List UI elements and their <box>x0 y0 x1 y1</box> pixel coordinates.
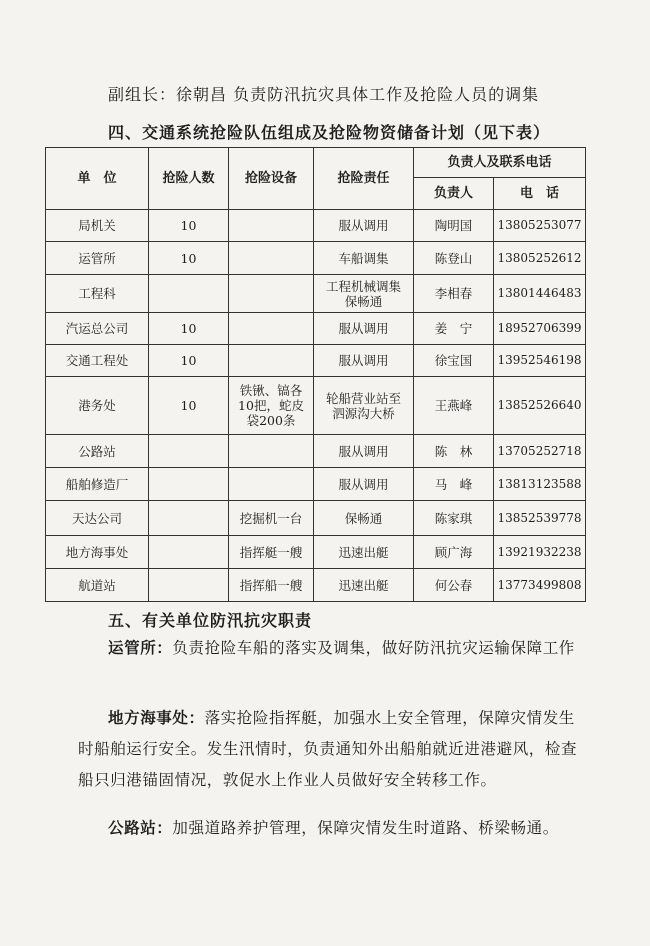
table-row <box>46 569 586 602</box>
paragraph-label: 地方海事处： <box>108 708 205 727</box>
cell-duty: 轮船营业站至泗源沟大桥 <box>314 377 414 435</box>
cell-duty: 迅速出艇 <box>314 536 414 569</box>
table-row <box>46 435 586 468</box>
cell-unit: 运管所 <box>46 242 149 275</box>
cell-equipment: 铁锹、镐各10把，蛇皮袋200条 <box>229 377 314 435</box>
cell-people <box>149 275 229 313</box>
cell-people: 10 <box>149 313 229 345</box>
cell-person: 马 峰 <box>414 468 494 501</box>
cell-phone: 18952706399 <box>494 313 586 345</box>
cell-duty: 工程机械调集保畅通 <box>314 275 414 313</box>
table-row <box>46 275 586 313</box>
cell-person: 姜 宁 <box>414 313 494 345</box>
paragraph-label: 运管所： <box>108 638 173 657</box>
cell-equipment <box>229 345 314 377</box>
cell-unit: 港务处 <box>46 377 149 435</box>
table-row <box>46 501 586 536</box>
header-people: 抢险人数 <box>149 148 229 210</box>
table-row <box>46 345 586 377</box>
cell-unit: 局机关 <box>46 210 149 242</box>
table-row <box>46 242 586 275</box>
cell-people: 10 <box>149 377 229 435</box>
table-row <box>46 313 586 345</box>
paragraph-text: 加强道路养护管理，保障灾情发生时道路、桥梁畅通。 <box>172 819 559 837</box>
header-person: 负责人 <box>414 178 494 210</box>
cell-person: 王燕峰 <box>414 377 494 435</box>
cell-unit: 交通工程处 <box>46 345 149 377</box>
cell-people: 10 <box>149 210 229 242</box>
cell-phone: 13805252612 <box>494 242 586 275</box>
table-row <box>46 468 586 501</box>
header-equipment: 抢险设备 <box>229 148 314 210</box>
cell-unit: 地方海事处 <box>46 536 149 569</box>
cell-person: 李相春 <box>414 275 494 313</box>
cell-person: 何公春 <box>414 569 494 602</box>
paragraph-label: 公路站： <box>108 818 173 837</box>
cell-people: 10 <box>149 345 229 377</box>
cell-person: 陈 林 <box>414 435 494 468</box>
table-row <box>46 536 586 569</box>
cell-person: 顾广海 <box>414 536 494 569</box>
cell-duty: 服从调用 <box>314 435 414 468</box>
cell-person: 陶明国 <box>414 210 494 242</box>
paragraph-text: 负责抢险车船的落实及调集，做好防汛抗灾运输保障工作 <box>172 639 575 657</box>
duty-paragraph <box>78 702 583 796</box>
cell-equipment: 指挥船一艘 <box>229 569 314 602</box>
cell-unit: 天达公司 <box>46 501 149 536</box>
header-unit: 单 位 <box>46 148 149 210</box>
deputy-leader-line: 副组长：徐朝昌 负责防汛抗灾具体工作及抢险人员的调集 <box>108 85 540 104</box>
cell-duty: 服从调用 <box>314 345 414 377</box>
cell-person: 徐宝国 <box>414 345 494 377</box>
cell-equipment: 指挥艇一艘 <box>229 536 314 569</box>
cell-equipment <box>229 242 314 275</box>
rescue-plan-table <box>45 147 586 602</box>
cell-equipment <box>229 275 314 313</box>
cell-phone: 13952546198 <box>494 345 586 377</box>
cell-unit: 工程科 <box>46 275 149 313</box>
cell-phone: 13852539778 <box>494 501 586 536</box>
cell-duty: 服从调用 <box>314 468 414 501</box>
cell-people <box>149 501 229 536</box>
duty-paragraph <box>78 812 583 844</box>
cell-equipment <box>229 435 314 468</box>
cell-unit: 公路站 <box>46 435 149 468</box>
cell-phone: 13813123588 <box>494 468 586 501</box>
header-phone: 电 话 <box>494 178 586 210</box>
header-duty: 抢险责任 <box>314 148 414 210</box>
cell-people <box>149 435 229 468</box>
cell-duty: 服从调用 <box>314 210 414 242</box>
section4-title: 四、交通系统抢险队伍组成及抢险物资储备计划（见下表） <box>108 123 551 142</box>
cell-person: 陈家琪 <box>414 501 494 536</box>
cell-equipment <box>229 313 314 345</box>
cell-phone: 13801446483 <box>494 275 586 313</box>
cell-duty: 迅速出艇 <box>314 569 414 602</box>
cell-phone: 13852526640 <box>494 377 586 435</box>
cell-phone: 13805253077 <box>494 210 586 242</box>
duty-paragraph <box>78 632 583 664</box>
cell-unit: 汽运总公司 <box>46 313 149 345</box>
table-row <box>46 210 586 242</box>
cell-people <box>149 569 229 602</box>
cell-duty: 保畅通 <box>314 501 414 536</box>
cell-duty: 服从调用 <box>314 313 414 345</box>
cell-equipment: 挖掘机一台 <box>229 501 314 536</box>
cell-phone: 13773499808 <box>494 569 586 602</box>
cell-phone: 13921932238 <box>494 536 586 569</box>
cell-unit: 航道站 <box>46 569 149 602</box>
cell-phone: 13705252718 <box>494 435 586 468</box>
table-row <box>46 377 586 435</box>
paragraph-text: 落实抢险指挥艇，加强水上安全管理，保障灾情发生时船舶运行安全。发生汛情时，负责通知外出船舶就近进港避风，检查船只归港锚固情况，敦促水上作业人员做好安全转移工作。 <box>78 709 578 789</box>
cell-duty: 车船调集 <box>314 242 414 275</box>
cell-equipment <box>229 468 314 501</box>
cell-people <box>149 536 229 569</box>
header-contact-group: 负责人及联系电话 <box>414 148 586 178</box>
cell-equipment <box>229 210 314 242</box>
cell-person: 陈登山 <box>414 242 494 275</box>
cell-unit: 船舶修造厂 <box>46 468 149 501</box>
section5-title: 五、有关单位防汛抗灾职责 <box>108 611 313 630</box>
cell-people <box>149 468 229 501</box>
cell-people: 10 <box>149 242 229 275</box>
